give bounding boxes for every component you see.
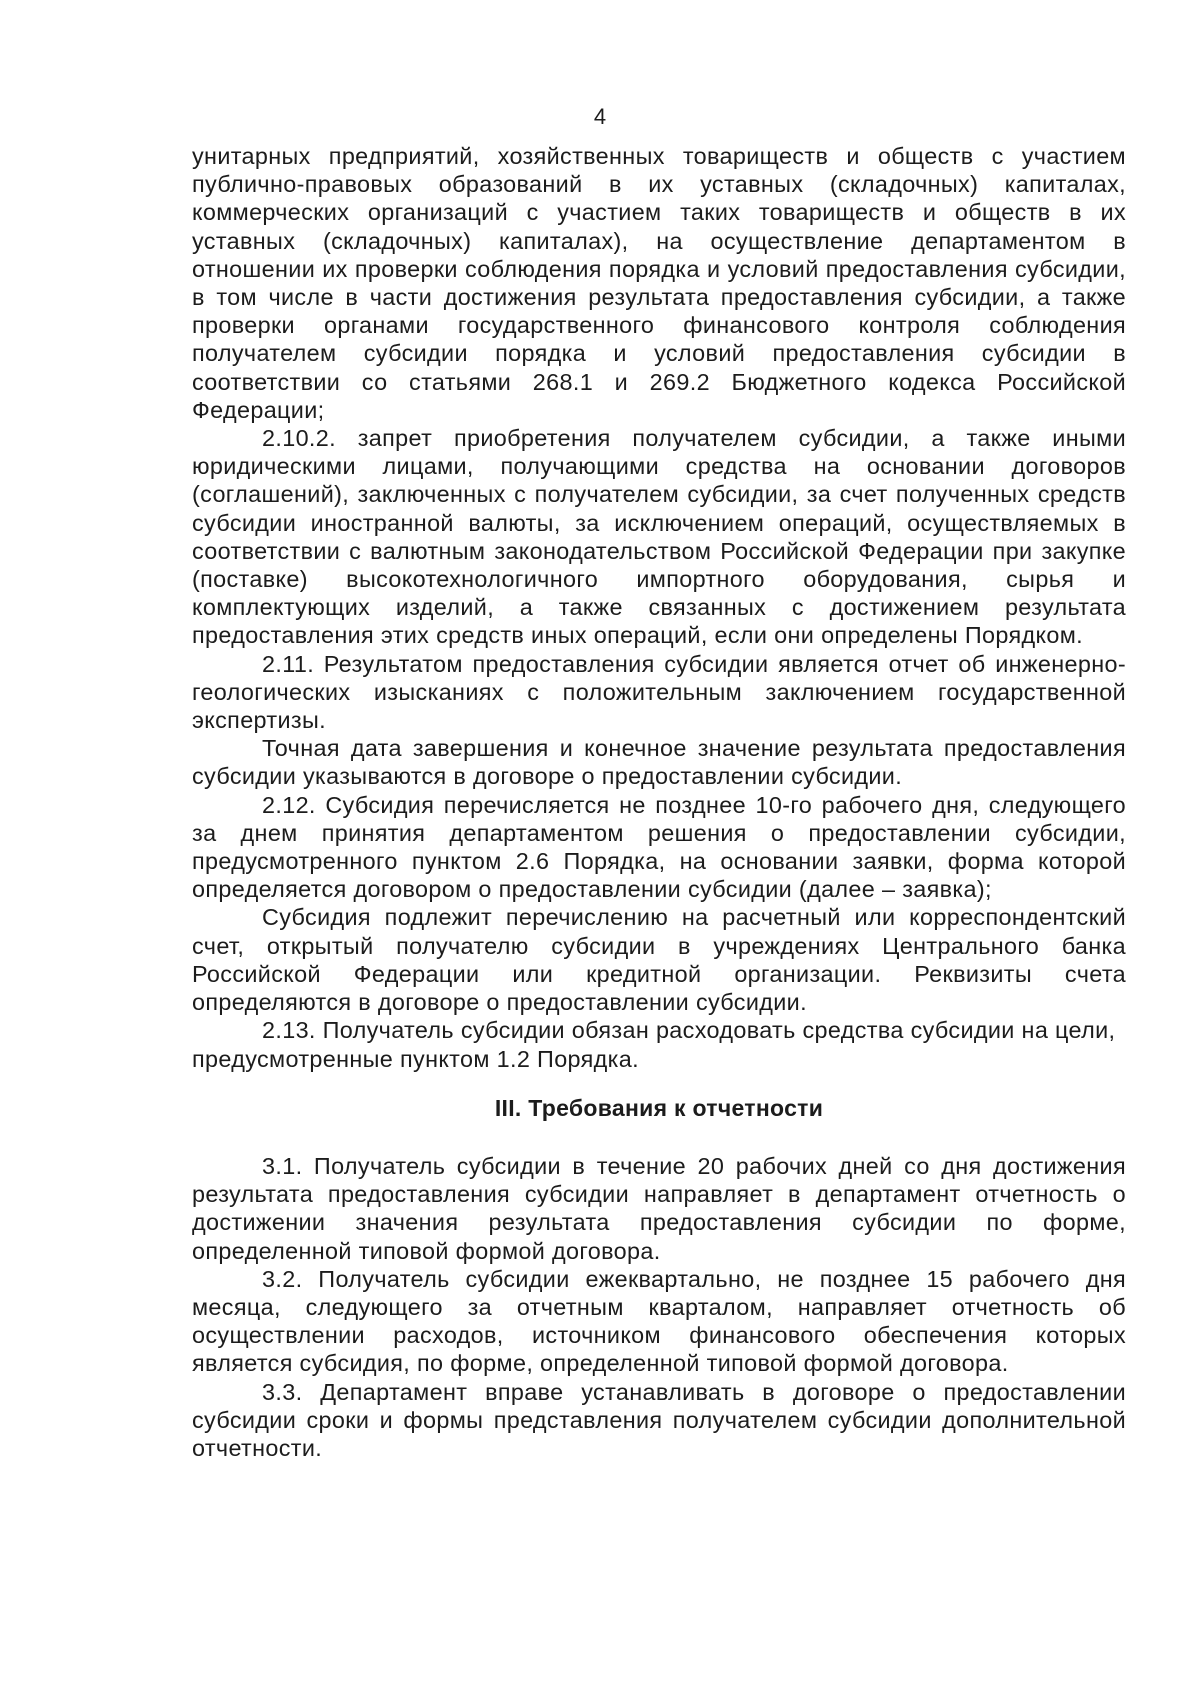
paragraph-2-13: 2.13. Получатель субсидии обязан расходовать средства субсидии на цели, предусмотренные пунктом 1.2 Порядка. — [192, 1017, 1116, 1072]
paragraph-2-10-2: 2.10.2. запрет приобретения получателем субсидии, а также иными юридическими лицами, получающими средства на основании договоров (соглашений), заключенных с получателем субсидии, за счет полученных средств субсидии иностранной валюты, за исключением операций, осуществляемых в соответствии с валютным законодательством Российской Федерации при закупке (поставке) высокотехнологичного импортного оборудования, сырья и комплектующих изделий, а также связанных с достижением результата предоставления этих средств иных операций, если они определены Порядком. — [192, 425, 1126, 649]
page-number: 4 — [593, 104, 607, 129]
paragraph-2-11: 2.11. Результатом предоставления субсидии является отчет об инженерно-геологических изысканиях с положительным заключением государственной экспертизы. — [192, 650, 1126, 734]
paragraph-continuation: унитарных предприятий, хозяйственных товариществ и обществ с участием публично-правовых образований в их уставных (складочных) капиталах, коммерческих организаций с участием таких товариществ и обществ в их уставных (складочных) капиталах), на осуществление департаментом в отношении их проверки соблюдения порядка и условий предоставления субсидии, в том числе в части достижения результата предоставления субсидии, а также проверки органами государственного финансового контроля соблюдения получателем субсидии порядка и условий предоставления субсидии в соответствии со статьями 268.1 и 269.2 Бюджетного кодекса Российской Федерации; — [192, 143, 1126, 423]
paragraph-2-12: 2.12. Субсидия перечисляется не позднее 10-го рабочего дня, следующего за днем принятия департаментом решения о предоставлении субсидии, предусмотренного пунктом 2.6 Порядка, на основании заявки, форма которой определяется договором о предоставлении субсидии (далее – заявка); — [192, 791, 1126, 903]
section-title: III. Требования к отчетности — [494, 1094, 824, 1121]
paragraph-3-2: 3.2. Получатель субсидии ежеквартально, не позднее 15 рабочего дня месяца, следующего за отчетным кварталом, направляет отчетность об осуществлении расходов, источником финансового обеспечения которых является субсидия, по форме, определенной типовой формой договора. — [192, 1265, 1126, 1377]
paragraph-3-3: 3.3. Департамент вправе устанавливать в договоре о предоставлении субсидии сроки и формы представления получателем субсидии дополнительной отчетности. — [192, 1378, 1126, 1461]
paragraph-2-12-account: Субсидия подлежит перечислению на расчетный или корреспондентский счет, открытый получателю субсидии в учреждениях Центрального банка Российской Федерации или кредитной организации. Реквизиты счета определяются в договоре о предоставлении субсидии. — [192, 904, 1126, 1016]
paragraph-2-11-date: Точная дата завершения и конечное значение результата предоставления субсидии указываются в договоре о предоставлении субсидии. — [192, 735, 1126, 790]
document-body — [192, 142, 1126, 1462]
paragraph-3-1: 3.1. Получатель субсидии в течение 20 рабочих дней со дня достижения результата предоставления субсидии направляет в департамент отчетность о достижении значения результата предоставления субсидии по форме, определенной типовой формой договора. — [192, 1152, 1126, 1264]
